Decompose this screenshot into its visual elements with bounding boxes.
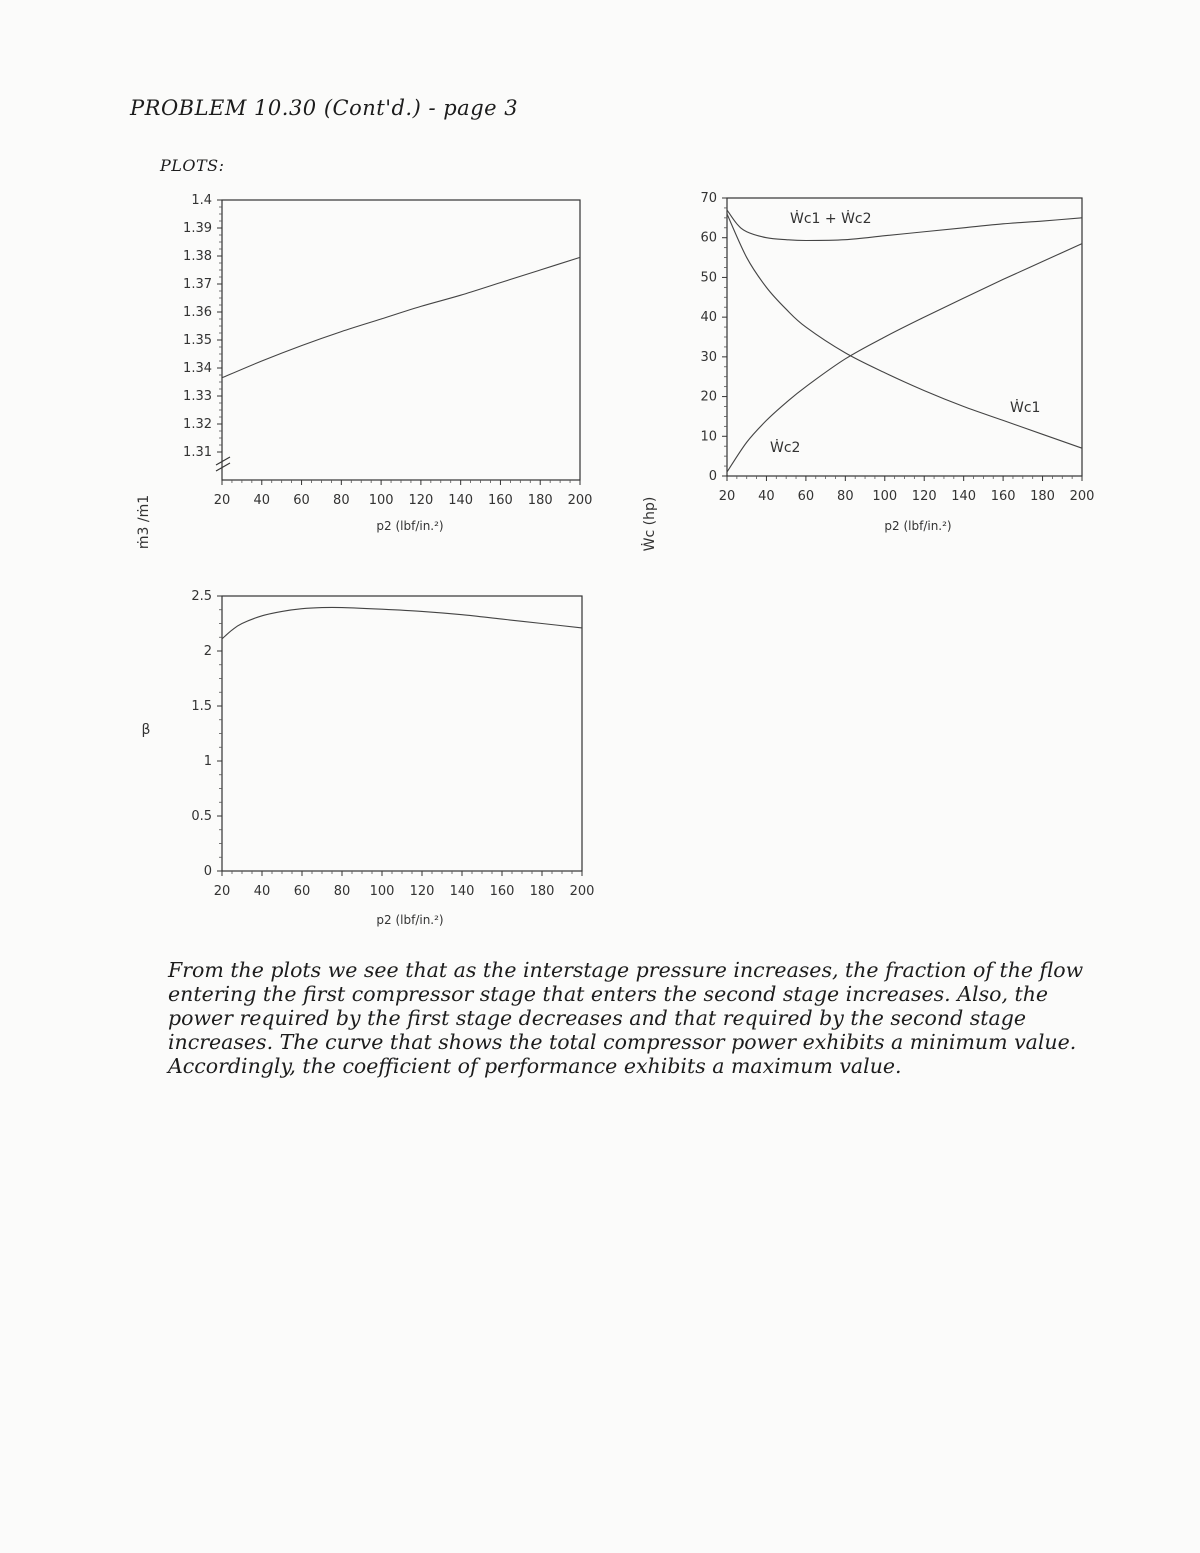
x-tick-label: 80 <box>333 493 350 508</box>
x-tick-label: 160 <box>990 489 1016 504</box>
compressor-power-chart <box>0 180 1110 550</box>
conclusion-text: From the plots we see that as the interstage pressure increases, the fraction of the flow entering the first compressor stage that enters the second stage increases. Also, the power required by the first stage decreases and that required by the second stage increases. The curve that shows the total compressor power exhibits a minimum value. Accordingly, the coefficient of performance exhibits a maximum value. <box>168 958 1084 1078</box>
y-tick-label: 1.31 <box>183 445 212 460</box>
y-tick-label: 60 <box>700 230 717 246</box>
tick-group <box>700 191 1094 504</box>
x-tick-label: 60 <box>293 884 311 899</box>
x-tick-label: 120 <box>911 489 937 504</box>
x-tick-label: 180 <box>529 884 555 899</box>
y-tick-label: 30 <box>700 349 717 365</box>
tick-group <box>191 589 594 899</box>
series-group <box>727 210 1082 472</box>
y-tick-label: 1.36 <box>183 305 212 320</box>
y-tick-label: 2.5 <box>191 589 212 604</box>
x-tick-label: 140 <box>448 493 474 508</box>
x-tick-label: 140 <box>449 884 475 899</box>
y-tick-label: 1.35 <box>183 333 212 348</box>
series-label-wc1: Ẇc1 <box>1010 400 1041 416</box>
y-tick-label: 0 <box>203 864 212 879</box>
x-tick-label: 100 <box>369 884 395 899</box>
x-tick-label: 40 <box>253 493 271 508</box>
x-tick-label: 20 <box>213 884 231 899</box>
x-axis-label: p2 (lbf/in.²) <box>884 519 952 533</box>
x-tick-label: 160 <box>488 493 513 508</box>
y-axis-label: Ẇc (hp) <box>642 496 658 552</box>
y-tick-label: 50 <box>700 270 717 286</box>
y-tick-label: 70 <box>700 191 717 206</box>
y-tick-label: 10 <box>700 429 717 445</box>
y-tick-label: 1 <box>203 754 212 769</box>
plots-label: PLOTS: <box>160 156 225 175</box>
x-tick-label: 120 <box>408 493 434 508</box>
x-tick-label: 20 <box>718 489 736 504</box>
y-axis-label: ṁ3 /ṁ1 <box>136 494 152 550</box>
y-tick-label: 0 <box>708 469 717 484</box>
x-tick-label: 60 <box>797 489 815 504</box>
series-line-0 <box>727 210 1082 241</box>
x-axis-label: p2 (lbf/in.²) <box>376 519 444 533</box>
y-axis-label: β <box>141 722 151 738</box>
y-tick-label: 1.34 <box>183 361 212 376</box>
problem-heading: PROBLEM 10.30 (Cont'd.) - page 3 <box>130 96 519 120</box>
y-tick-label: 1.4 <box>191 193 212 208</box>
y-tick-label: 20 <box>700 389 717 405</box>
x-tick-label: 180 <box>1030 489 1055 504</box>
y-tick-label: 0.5 <box>191 809 212 824</box>
x-tick-label: 100 <box>368 493 394 508</box>
series-line-0 <box>222 607 582 639</box>
y-tick-label: 2 <box>203 644 212 659</box>
x-tick-label: 100 <box>872 489 898 504</box>
series-group <box>222 607 582 639</box>
y-tick-label: 1.37 <box>183 277 212 292</box>
x-tick-label: 80 <box>333 884 351 899</box>
series-label-total-power: Ẇc1 + Ẇc2 <box>790 211 872 227</box>
x-tick-label: 120 <box>409 884 435 899</box>
x-tick-label: 40 <box>758 489 775 504</box>
x-tick-label: 20 <box>213 493 231 508</box>
x-tick-label: 140 <box>951 489 977 504</box>
y-tick-label: 40 <box>700 310 717 326</box>
y-tick-label: 1.39 <box>183 221 212 236</box>
cop-chart <box>0 580 600 940</box>
y-tick-label: 1.38 <box>183 249 212 264</box>
x-tick-label: 200 <box>569 884 595 899</box>
x-tick-label: 180 <box>527 493 553 508</box>
x-tick-label: 60 <box>293 493 310 508</box>
y-tick-label: 1.5 <box>191 699 212 714</box>
series-line-2 <box>727 244 1082 472</box>
x-tick-label: 80 <box>837 489 854 504</box>
plot-frame <box>222 596 582 871</box>
x-tick-label: 200 <box>1069 489 1095 504</box>
series-label-wc2: Ẇc2 <box>770 440 801 456</box>
x-tick-label: 200 <box>567 493 593 508</box>
y-tick-label: 1.32 <box>183 417 212 432</box>
x-axis-label: p2 (lbf/in.²) <box>376 913 444 927</box>
x-tick-label: 40 <box>253 884 271 899</box>
x-tick-label: 160 <box>489 884 515 899</box>
y-tick-label: 1.33 <box>183 389 212 404</box>
